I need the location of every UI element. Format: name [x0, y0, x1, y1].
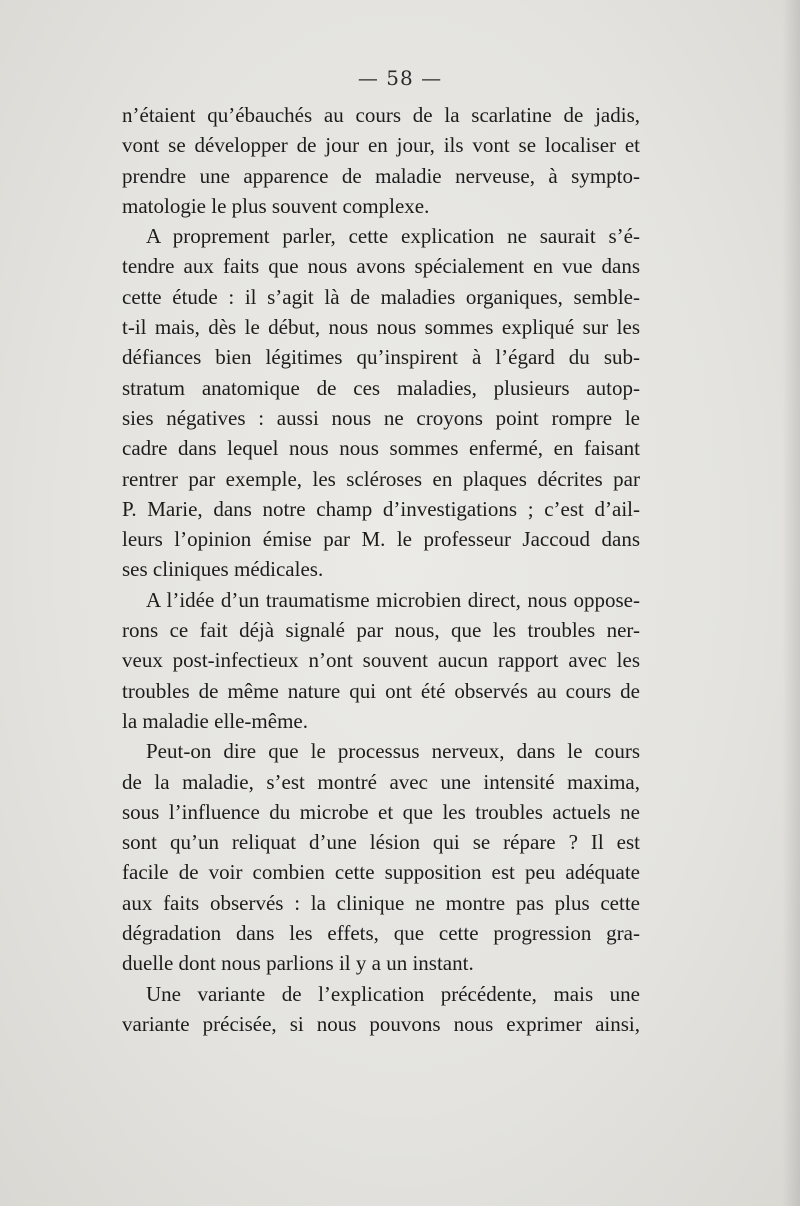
text-line: ses cliniques médicales.: [122, 557, 324, 582]
text-line: Peut-on dire que le processus nerveux, dans le cours: [146, 739, 640, 764]
text-line: A proprement parler, cette explication ne saurait s’é-: [146, 224, 640, 249]
text-line: n’étaient qu’ébauchés au cours de la scarlatine de jadis,: [122, 103, 640, 127]
text-line: A l’idée d’un traumatisme microbien direct, nous oppose-: [146, 587, 640, 612]
text-line: Une variante de l’explication précédente, mais une: [146, 981, 640, 1006]
paragraph-1: [122, 100, 640, 221]
text-line: variante précisée, si nous pouvons nous exprimer ainsi,: [122, 1011, 640, 1036]
text-line: la maladie elle-même.: [122, 708, 308, 733]
paragraph-3: [122, 585, 640, 736]
text-line: duelle dont nous parlions il y a un instant.: [122, 951, 474, 976]
text-line: prendre une apparence de maladie nerveuse, à sympto-: [122, 163, 640, 188]
paragraph-2: [122, 221, 640, 585]
text-line: sont qu’un reliquat d’une lésion qui se répare ? Il est: [122, 830, 640, 855]
text-line: sies négatives : aussi nous ne croyons point rompre le: [122, 405, 640, 430]
text-line: troubles de même nature qui ont été observés au cours de: [122, 678, 640, 703]
text-line: facile de voir combien cette supposition est peu adéquate: [122, 860, 640, 885]
paragraph-4: [122, 736, 640, 978]
text-line: matologie le plus souvent complexe.: [122, 193, 430, 218]
text-line: de la maladie, s’est montré avec une intensité maxima,: [122, 769, 640, 794]
text-line: cette étude : il s’agit là de maladies organiques, semble-: [122, 284, 640, 309]
text-line: défiances bien légitimes qu’inspirent à l’égard du sub-: [122, 345, 640, 370]
text-line: veux post-infectieux n’ont souvent aucun rapport avec les: [122, 648, 640, 673]
page-edge-shadow: [782, 0, 800, 1206]
text-line: stratum anatomique de ces maladies, plusieurs autop-: [122, 375, 640, 400]
page-number: — 58 —: [357, 66, 443, 90]
paragraph-5: [122, 979, 640, 1040]
text-line: leurs l’opinion émise par M. le professeur Jaccoud dans: [122, 527, 640, 552]
text-line: t-il mais, dès le début, nous nous sommes expliqué sur les: [122, 315, 640, 340]
text-line: dégradation dans les effets, que cette progression gra-: [122, 921, 640, 946]
text-line: rentrer par exemple, les scléroses en plaques décrites par: [122, 466, 640, 491]
text-line: aux faits observés : la clinique ne montre pas plus cette: [122, 890, 640, 915]
text-line: tendre aux faits que nous avons spécialement en vue dans: [122, 254, 640, 279]
text-line: P. Marie, dans notre champ d’investigations ; c’est d’ail-: [122, 496, 640, 521]
text-line: rons ce fait déjà signalé par nous, que les troubles ner-: [122, 618, 640, 643]
text-line: vont se développer de jour en jour, ils vont se localiser et: [122, 133, 640, 158]
body-text: [122, 100, 640, 1039]
text-line: sous l’influence du microbe et que les troubles actuels ne: [122, 799, 640, 824]
text-line: cadre dans lequel nous nous sommes enfermé, en faisant: [122, 436, 640, 461]
